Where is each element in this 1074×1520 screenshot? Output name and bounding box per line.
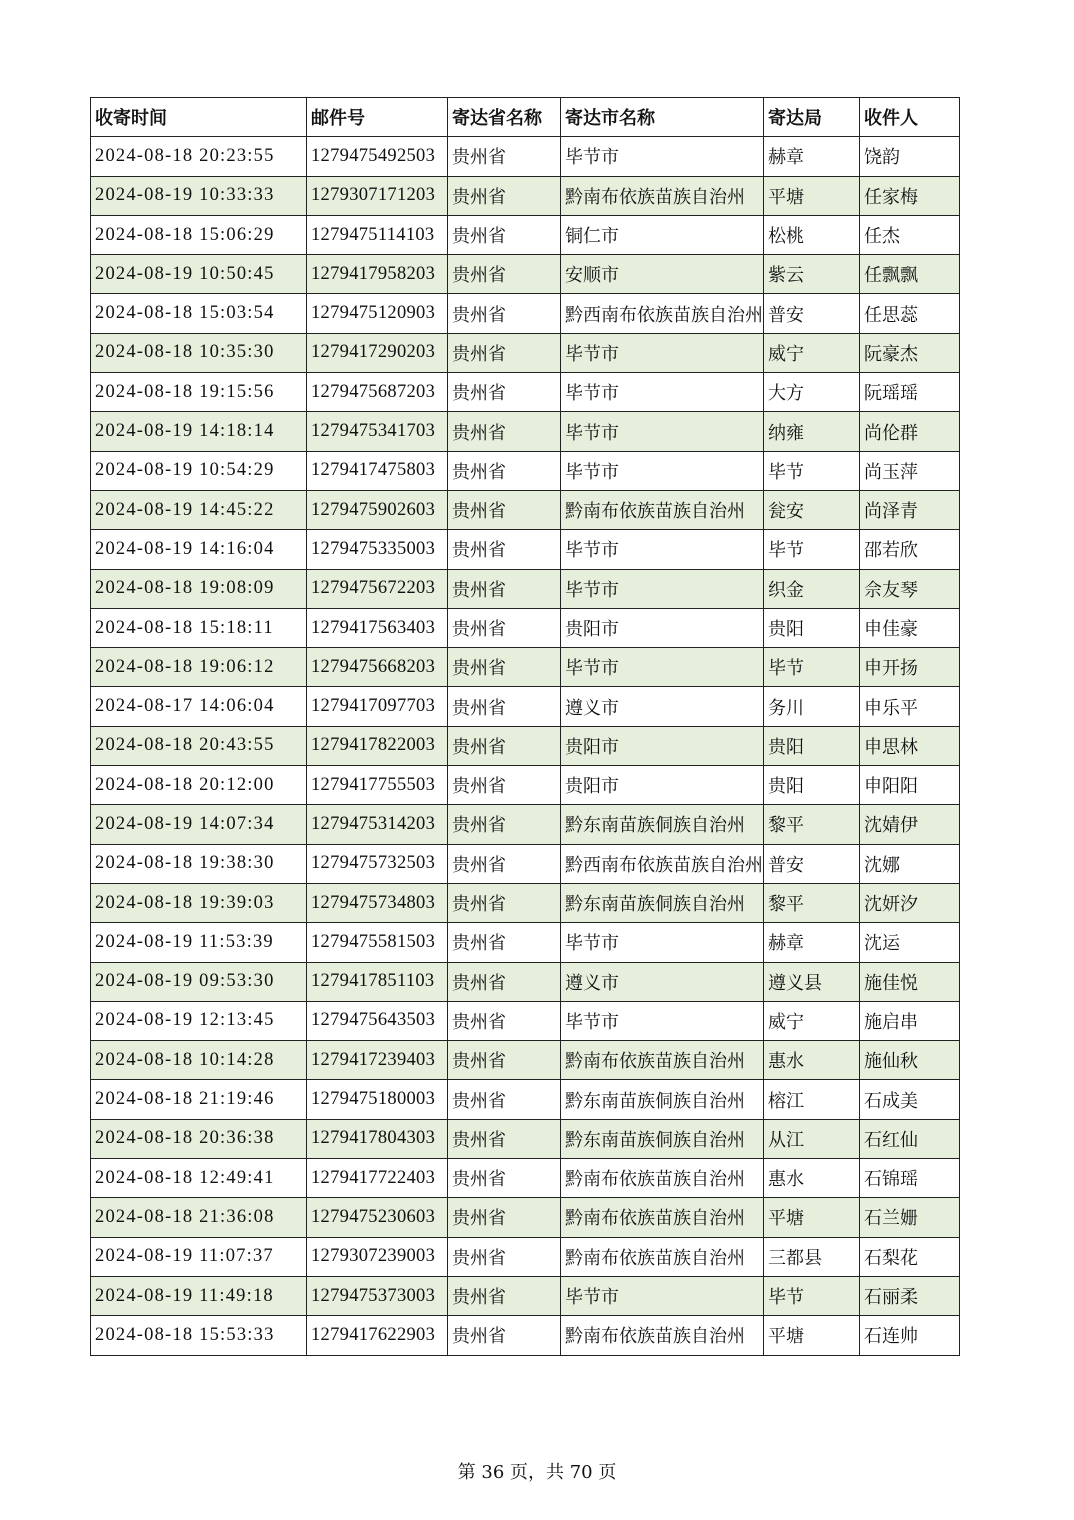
city-cell: 贵阳市 xyxy=(561,766,764,805)
recipient-cell: 沈婧伊 xyxy=(860,805,960,844)
header-row xyxy=(91,98,960,137)
province-cell: 贵州省 xyxy=(448,215,561,254)
mail-table xyxy=(90,97,960,1356)
province-cell: 贵州省 xyxy=(448,176,561,215)
table-row xyxy=(91,1316,960,1355)
office-cell: 贵阳 xyxy=(764,726,860,765)
mail-number-cell: 1279417958203 xyxy=(307,255,448,294)
city-cell: 黔南布依族苗族自治州 xyxy=(561,1041,764,1080)
office-cell: 惠水 xyxy=(764,1159,860,1198)
time-cell: 2024-08-18 15:53:33 xyxy=(91,1316,307,1355)
city-cell: 黔南布依族苗族自治州 xyxy=(561,176,764,215)
recipient-cell: 沈妍汐 xyxy=(860,883,960,922)
city-cell: 贵阳市 xyxy=(561,726,764,765)
mail-number-cell: 1279307171203 xyxy=(307,176,448,215)
recipient-cell: 尚玉萍 xyxy=(860,451,960,490)
city-cell: 黔南布依族苗族自治州 xyxy=(561,1237,764,1276)
mail-number-cell: 1279417475803 xyxy=(307,451,448,490)
recipient-cell: 申乐平 xyxy=(860,687,960,726)
recipient-cell: 阮瑶瑶 xyxy=(860,373,960,412)
recipient-cell: 任杰 xyxy=(860,215,960,254)
city-cell: 遵义市 xyxy=(561,687,764,726)
table-row xyxy=(91,1276,960,1315)
city-cell: 贵阳市 xyxy=(561,608,764,647)
mail-number-cell: 1279417804303 xyxy=(307,1119,448,1158)
mail-number-cell: 1279475120903 xyxy=(307,294,448,333)
time-cell: 2024-08-18 20:12:00 xyxy=(91,766,307,805)
recipient-cell: 石锦瑶 xyxy=(860,1159,960,1198)
header-cell-city: 寄达市名称 xyxy=(561,98,764,137)
office-cell: 毕节 xyxy=(764,648,860,687)
city-cell: 毕节市 xyxy=(561,648,764,687)
mail-number-cell: 1279417097703 xyxy=(307,687,448,726)
office-cell: 平塘 xyxy=(764,1316,860,1355)
time-cell: 2024-08-19 14:18:14 xyxy=(91,412,307,451)
office-cell: 三都县 xyxy=(764,1237,860,1276)
table-row xyxy=(91,766,960,805)
city-cell: 黔西南布依族苗族自治州 xyxy=(561,294,764,333)
time-cell: 2024-08-19 14:16:04 xyxy=(91,530,307,569)
time-cell: 2024-08-18 12:49:41 xyxy=(91,1159,307,1198)
province-cell: 贵州省 xyxy=(448,1001,561,1040)
time-cell: 2024-08-19 12:13:45 xyxy=(91,1001,307,1040)
office-cell: 威宁 xyxy=(764,1001,860,1040)
time-cell: 2024-08-18 21:36:08 xyxy=(91,1198,307,1237)
table-row xyxy=(91,805,960,844)
mail-number-cell: 1279475581503 xyxy=(307,923,448,962)
province-cell: 贵州省 xyxy=(448,412,561,451)
recipient-cell: 石红仙 xyxy=(860,1119,960,1158)
table-row xyxy=(91,569,960,608)
office-cell: 普安 xyxy=(764,294,860,333)
office-cell: 贵阳 xyxy=(764,766,860,805)
city-cell: 黔西南布依族苗族自治州 xyxy=(561,844,764,883)
time-cell: 2024-08-17 14:06:04 xyxy=(91,687,307,726)
province-cell: 贵州省 xyxy=(448,805,561,844)
recipient-cell: 沈娜 xyxy=(860,844,960,883)
recipient-cell: 任飘飘 xyxy=(860,255,960,294)
office-cell: 平塘 xyxy=(764,1198,860,1237)
province-cell: 贵州省 xyxy=(448,373,561,412)
time-cell: 2024-08-18 19:38:30 xyxy=(91,844,307,883)
table-row xyxy=(91,1119,960,1158)
city-cell: 毕节市 xyxy=(561,451,764,490)
city-cell: 黔南布依族苗族自治州 xyxy=(561,490,764,529)
office-cell: 松桃 xyxy=(764,215,860,254)
city-cell: 毕节市 xyxy=(561,569,764,608)
city-cell: 黔东南苗族侗族自治州 xyxy=(561,1119,764,1158)
table-row xyxy=(91,962,960,1001)
province-cell: 贵州省 xyxy=(448,687,561,726)
time-cell: 2024-08-18 10:14:28 xyxy=(91,1041,307,1080)
office-cell: 大方 xyxy=(764,373,860,412)
time-cell: 2024-08-19 11:53:39 xyxy=(91,923,307,962)
recipient-cell: 邵若欣 xyxy=(860,530,960,569)
time-cell: 2024-08-19 10:54:29 xyxy=(91,451,307,490)
province-cell: 贵州省 xyxy=(448,1237,561,1276)
table-row xyxy=(91,1237,960,1276)
time-cell: 2024-08-18 15:06:29 xyxy=(91,215,307,254)
province-cell: 贵州省 xyxy=(448,726,561,765)
table-row xyxy=(91,255,960,294)
mail-number-cell: 1279475114103 xyxy=(307,215,448,254)
mail-number-cell: 1279475314203 xyxy=(307,805,448,844)
mail-number-cell: 1279475492503 xyxy=(307,137,448,176)
province-cell: 贵州省 xyxy=(448,608,561,647)
table-row xyxy=(91,1198,960,1237)
province-cell: 贵州省 xyxy=(448,1159,561,1198)
table-row xyxy=(91,176,960,215)
recipient-cell: 申思林 xyxy=(860,726,960,765)
recipient-cell: 尚泽青 xyxy=(860,490,960,529)
time-cell: 2024-08-19 14:45:22 xyxy=(91,490,307,529)
province-cell: 贵州省 xyxy=(448,648,561,687)
table-row xyxy=(91,1080,960,1119)
table-row xyxy=(91,923,960,962)
time-cell: 2024-08-19 10:50:45 xyxy=(91,255,307,294)
mail-number-cell: 1279475341703 xyxy=(307,412,448,451)
province-cell: 贵州省 xyxy=(448,1198,561,1237)
table-row xyxy=(91,373,960,412)
recipient-cell: 石梨花 xyxy=(860,1237,960,1276)
table-row xyxy=(91,648,960,687)
table-row xyxy=(91,1159,960,1198)
time-cell: 2024-08-18 20:43:55 xyxy=(91,726,307,765)
table-row xyxy=(91,490,960,529)
time-cell: 2024-08-18 19:08:09 xyxy=(91,569,307,608)
office-cell: 纳雍 xyxy=(764,412,860,451)
city-cell: 毕节市 xyxy=(561,412,764,451)
time-cell: 2024-08-18 19:39:03 xyxy=(91,883,307,922)
office-cell: 遵义县 xyxy=(764,962,860,1001)
time-cell: 2024-08-19 11:49:18 xyxy=(91,1276,307,1315)
mail-number-cell: 1279475230603 xyxy=(307,1198,448,1237)
province-cell: 贵州省 xyxy=(448,451,561,490)
city-cell: 毕节市 xyxy=(561,530,764,569)
office-cell: 从江 xyxy=(764,1119,860,1158)
table-row xyxy=(91,451,960,490)
mail-number-cell: 1279475734803 xyxy=(307,883,448,922)
time-cell: 2024-08-18 10:35:30 xyxy=(91,333,307,372)
mail-number-cell: 1279417622903 xyxy=(307,1316,448,1355)
office-cell: 紫云 xyxy=(764,255,860,294)
province-cell: 贵州省 xyxy=(448,333,561,372)
office-cell: 黎平 xyxy=(764,883,860,922)
recipient-cell: 任思蕊 xyxy=(860,294,960,333)
recipient-cell: 尚伦群 xyxy=(860,412,960,451)
province-cell: 贵州省 xyxy=(448,137,561,176)
province-cell: 贵州省 xyxy=(448,883,561,922)
province-cell: 贵州省 xyxy=(448,530,561,569)
recipient-cell: 施佳悦 xyxy=(860,962,960,1001)
province-cell: 贵州省 xyxy=(448,1316,561,1355)
city-cell: 黔南布依族苗族自治州 xyxy=(561,1159,764,1198)
office-cell: 威宁 xyxy=(764,333,860,372)
city-cell: 遵义市 xyxy=(561,962,764,1001)
office-cell: 黎平 xyxy=(764,805,860,844)
mail-number-cell: 1279475643503 xyxy=(307,1001,448,1040)
time-cell: 2024-08-18 21:19:46 xyxy=(91,1080,307,1119)
recipient-cell: 石兰姗 xyxy=(860,1198,960,1237)
mail-number-cell: 1279417851103 xyxy=(307,962,448,1001)
mail-number-cell: 1279475732503 xyxy=(307,844,448,883)
recipient-cell: 石连帅 xyxy=(860,1316,960,1355)
page-number: 第 36 页，共 70 页 xyxy=(457,1462,617,1483)
recipient-cell: 申阳阳 xyxy=(860,766,960,805)
time-cell: 2024-08-19 11:07:37 xyxy=(91,1237,307,1276)
province-cell: 贵州省 xyxy=(448,1041,561,1080)
mail-number-cell: 1279417239403 xyxy=(307,1041,448,1080)
mail-number-cell: 1279417755503 xyxy=(307,766,448,805)
recipient-cell: 施启串 xyxy=(860,1001,960,1040)
province-cell: 贵州省 xyxy=(448,569,561,608)
recipient-cell: 申佳豪 xyxy=(860,608,960,647)
mail-number-cell: 1279475335003 xyxy=(307,530,448,569)
city-cell: 黔东南苗族侗族自治州 xyxy=(561,883,764,922)
time-cell: 2024-08-19 14:07:34 xyxy=(91,805,307,844)
province-cell: 贵州省 xyxy=(448,1119,561,1158)
mail-number-cell: 1279417822003 xyxy=(307,726,448,765)
city-cell: 毕节市 xyxy=(561,137,764,176)
table-row xyxy=(91,530,960,569)
recipient-cell: 石丽柔 xyxy=(860,1276,960,1315)
time-cell: 2024-08-18 15:18:11 xyxy=(91,608,307,647)
time-cell: 2024-08-19 09:53:30 xyxy=(91,962,307,1001)
table-row xyxy=(91,294,960,333)
time-cell: 2024-08-18 20:23:55 xyxy=(91,137,307,176)
office-cell: 平塘 xyxy=(764,176,860,215)
table-row xyxy=(91,844,960,883)
recipient-cell: 申开扬 xyxy=(860,648,960,687)
header-cell-province: 寄达省名称 xyxy=(448,98,561,137)
time-cell: 2024-08-19 10:33:33 xyxy=(91,176,307,215)
office-cell: 毕节 xyxy=(764,1276,860,1315)
office-cell: 毕节 xyxy=(764,451,860,490)
header-cell-send-time: 收寄时间 xyxy=(91,98,307,137)
mail-number-cell: 1279475902603 xyxy=(307,490,448,529)
mail-number-cell: 1279417290203 xyxy=(307,333,448,372)
recipient-cell: 任家梅 xyxy=(860,176,960,215)
mail-number-cell: 1279475672203 xyxy=(307,569,448,608)
province-cell: 贵州省 xyxy=(448,766,561,805)
mail-number-cell: 1279417722403 xyxy=(307,1159,448,1198)
mail-number-cell: 1279475373003 xyxy=(307,1276,448,1315)
city-cell: 安顺市 xyxy=(561,255,764,294)
office-cell: 务川 xyxy=(764,687,860,726)
province-cell: 贵州省 xyxy=(448,962,561,1001)
province-cell: 贵州省 xyxy=(448,255,561,294)
recipient-cell: 饶韵 xyxy=(860,137,960,176)
mail-number-cell: 1279307239003 xyxy=(307,1237,448,1276)
office-cell: 瓮安 xyxy=(764,490,860,529)
province-cell: 贵州省 xyxy=(448,490,561,529)
time-cell: 2024-08-18 15:03:54 xyxy=(91,294,307,333)
city-cell: 毕节市 xyxy=(561,923,764,962)
province-cell: 贵州省 xyxy=(448,923,561,962)
recipient-cell: 施仙秋 xyxy=(860,1041,960,1080)
table-row xyxy=(91,1001,960,1040)
table-row xyxy=(91,883,960,922)
mail-number-cell: 1279475687203 xyxy=(307,373,448,412)
city-cell: 黔东南苗族侗族自治州 xyxy=(561,805,764,844)
city-cell: 毕节市 xyxy=(561,1001,764,1040)
header-cell-office: 寄达局 xyxy=(764,98,860,137)
office-cell: 赫章 xyxy=(764,923,860,962)
office-cell: 织金 xyxy=(764,569,860,608)
office-cell: 普安 xyxy=(764,844,860,883)
table-row xyxy=(91,412,960,451)
recipient-cell: 阮豪杰 xyxy=(860,333,960,372)
city-cell: 铜仁市 xyxy=(561,215,764,254)
header-cell-recipient: 收件人 xyxy=(860,98,960,137)
table-row xyxy=(91,687,960,726)
city-cell: 毕节市 xyxy=(561,333,764,372)
table-row xyxy=(91,333,960,372)
province-cell: 贵州省 xyxy=(448,1276,561,1315)
table-row xyxy=(91,215,960,254)
city-cell: 毕节市 xyxy=(561,1276,764,1315)
mail-number-cell: 1279417563403 xyxy=(307,608,448,647)
office-cell: 榕江 xyxy=(764,1080,860,1119)
city-cell: 毕节市 xyxy=(561,373,764,412)
province-cell: 贵州省 xyxy=(448,294,561,333)
city-cell: 黔南布依族苗族自治州 xyxy=(561,1316,764,1355)
recipient-cell: 佘友琴 xyxy=(860,569,960,608)
table-row xyxy=(91,726,960,765)
time-cell: 2024-08-18 19:15:56 xyxy=(91,373,307,412)
city-cell: 黔东南苗族侗族自治州 xyxy=(561,1080,764,1119)
office-cell: 毕节 xyxy=(764,530,860,569)
time-cell: 2024-08-18 20:36:38 xyxy=(91,1119,307,1158)
mail-number-cell: 1279475668203 xyxy=(307,648,448,687)
recipient-cell: 石成美 xyxy=(860,1080,960,1119)
table-row xyxy=(91,137,960,176)
header-cell-mail-number: 邮件号 xyxy=(307,98,448,137)
office-cell: 贵阳 xyxy=(764,608,860,647)
mail-number-cell: 1279475180003 xyxy=(307,1080,448,1119)
table-body xyxy=(91,137,960,1355)
province-cell: 贵州省 xyxy=(448,1080,561,1119)
time-cell: 2024-08-18 19:06:12 xyxy=(91,648,307,687)
table-row xyxy=(91,608,960,647)
province-cell: 贵州省 xyxy=(448,844,561,883)
city-cell: 黔南布依族苗族自治州 xyxy=(561,1198,764,1237)
office-cell: 惠水 xyxy=(764,1041,860,1080)
office-cell: 赫章 xyxy=(764,137,860,176)
table-row xyxy=(91,1041,960,1080)
recipient-cell: 沈运 xyxy=(860,923,960,962)
